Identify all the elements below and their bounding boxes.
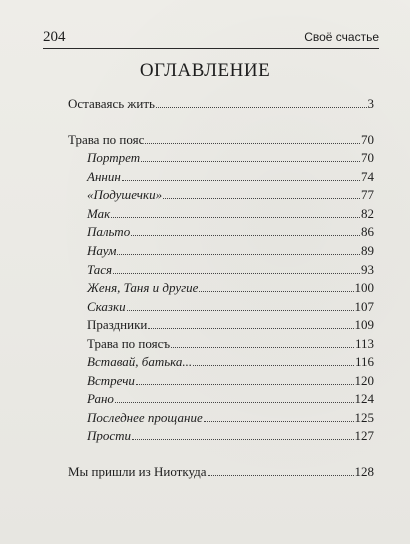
toc-entry-page: 93	[361, 262, 374, 277]
running-title: Своё счастье	[304, 30, 379, 44]
toc-entry-page: 100	[354, 280, 374, 295]
toc-entry-page: 124	[354, 391, 374, 406]
dot-leader	[199, 291, 353, 292]
toc-entry-title: Мы пришли из Ниоткуда	[68, 464, 207, 479]
toc-entry-title: Тася	[87, 262, 113, 277]
toc-entry-page: 89	[361, 243, 374, 258]
toc-entry-title: Сказки	[87, 299, 126, 314]
toc-entry-page: 107	[354, 299, 374, 314]
toc-entry-page: 82	[361, 206, 374, 221]
toc-subentry	[87, 408, 374, 426]
toc-entry-page: 127	[354, 428, 374, 443]
page-number: 204	[43, 29, 66, 45]
toc-entry-title: Оставаясь жить	[68, 96, 155, 111]
dot-leader	[132, 439, 353, 440]
toc-entry-title: Праздники	[87, 317, 148, 332]
toc-subentry	[87, 260, 374, 278]
toc-entry-title: Наум	[87, 243, 117, 258]
toc-subentry	[87, 185, 374, 203]
toc-subentry	[87, 334, 374, 352]
dot-leader	[117, 254, 360, 255]
toc-entry-title: Пальто	[87, 224, 131, 239]
toc-entry	[68, 130, 374, 148]
toc-subentry	[87, 167, 374, 185]
toc-subentry	[87, 278, 374, 296]
dot-leader	[122, 180, 360, 181]
dot-leader	[204, 421, 354, 422]
toc-subentry	[87, 426, 374, 444]
toc-entry-page: 116	[354, 354, 374, 369]
toc-entry	[68, 94, 374, 112]
toc-entry-page: 70	[361, 150, 374, 165]
toc-entry-page: 113	[354, 336, 374, 351]
toc-subentry	[87, 315, 374, 333]
toc-title: ОГЛАВЛЕНИЕ	[139, 60, 271, 81]
toc-entry-page: 3	[367, 96, 374, 111]
toc-entry-page: 128	[354, 464, 374, 479]
toc-entry-page: 86	[361, 224, 374, 239]
toc-entry-title: «Подушечки»	[87, 187, 163, 202]
dot-leader	[171, 347, 354, 348]
dot-leader	[113, 273, 360, 274]
toc-entry-title: Трава по пояс	[68, 132, 145, 147]
toc-subentry	[87, 204, 374, 222]
dot-leader	[136, 384, 354, 385]
toc-entry-page: 120	[354, 373, 374, 388]
toc-entry-title: Рано	[87, 391, 114, 406]
dot-leader	[156, 107, 367, 108]
toc-subentry	[87, 389, 374, 407]
toc-entry-page: 125	[354, 410, 374, 425]
toc-subentry	[87, 148, 374, 166]
dot-leader	[115, 402, 354, 403]
toc-entry-title: Встречи	[87, 373, 135, 388]
toc-entry-title: Мак	[87, 206, 111, 221]
dot-leader	[127, 310, 354, 311]
toc-entry-page: 109	[354, 317, 374, 332]
toc-entry-title: Аннин	[87, 169, 121, 184]
toc-entry-page: 70	[361, 132, 374, 147]
toc-entry-title: Прости	[87, 428, 132, 443]
toc-entry-page: 77	[361, 187, 374, 202]
toc-entry-title: Вставай, батька...	[87, 354, 193, 369]
toc-subentry	[87, 241, 374, 259]
toc-subentry	[87, 352, 374, 370]
toc-entry-title: Женя, Таня и другие	[87, 280, 199, 295]
toc-entry-title: Портрет	[87, 150, 141, 165]
toc-entry-title: Трава по поясъ	[87, 336, 171, 351]
dot-leader	[163, 198, 360, 199]
toc-subentry	[87, 222, 374, 240]
dot-leader	[208, 475, 354, 476]
dot-leader	[193, 365, 354, 366]
dot-leader	[148, 328, 353, 329]
toc-entry-title: Последнее прощание	[87, 410, 203, 425]
toc-subentry	[87, 371, 374, 389]
toc-subentry	[87, 297, 374, 315]
toc-entry	[68, 462, 374, 480]
dot-leader	[145, 143, 360, 144]
dot-leader	[141, 161, 360, 162]
toc-entry-page: 74	[361, 169, 374, 184]
dot-leader	[131, 235, 360, 236]
dot-leader	[111, 217, 360, 218]
